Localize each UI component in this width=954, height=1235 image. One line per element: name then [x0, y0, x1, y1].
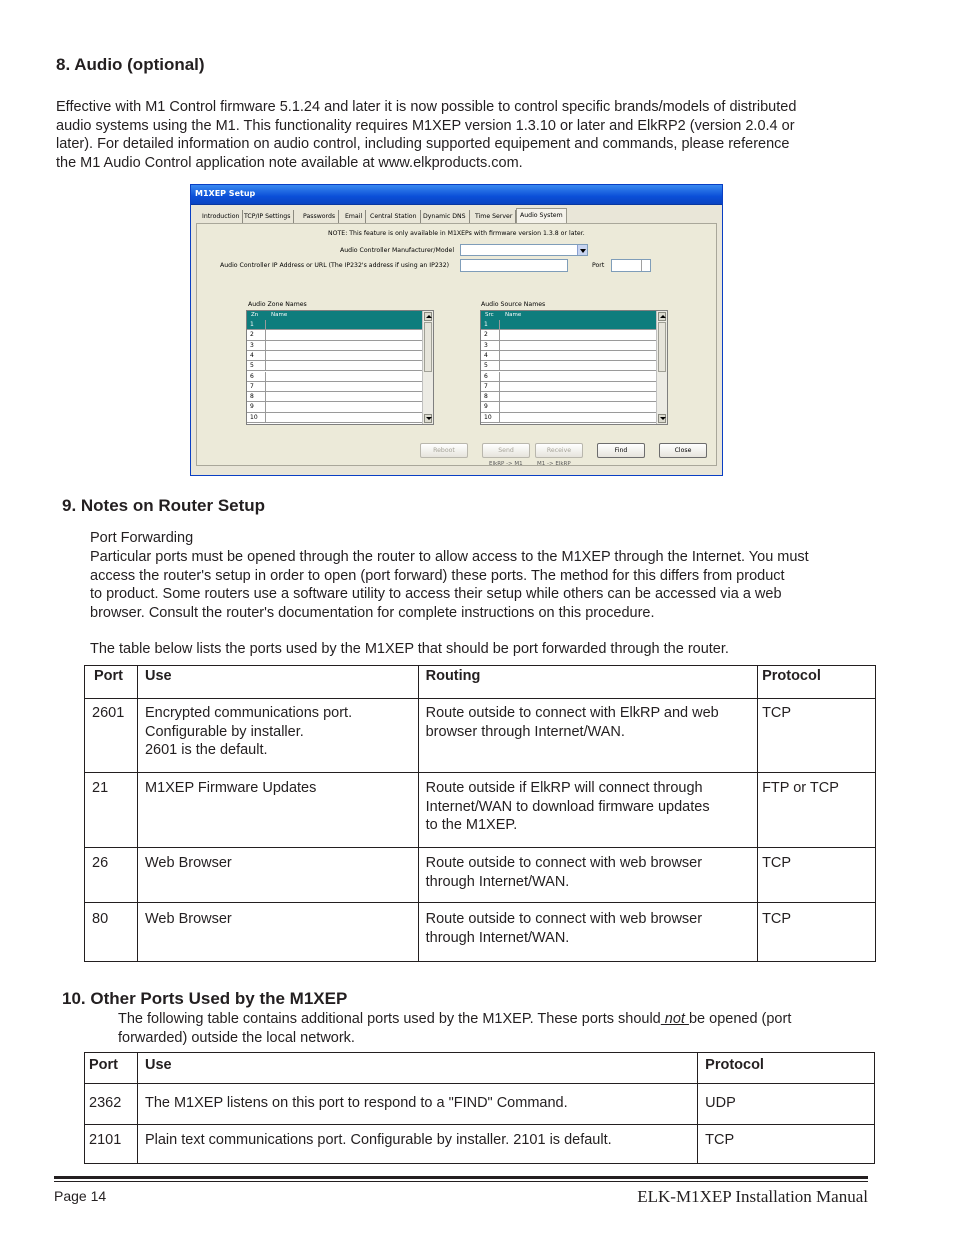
grid-row[interactable]: 9	[481, 402, 656, 412]
header-use: Use	[144, 668, 172, 684]
tab-time-server[interactable]: Time Server	[472, 210, 516, 224]
paragraph-line: later). For detailed information on audio control, including supported equipement and commands, please reference	[56, 136, 790, 153]
paragraph-line: Effective with M1 Control firmware 5.1.24 and later it is now possible to control specific brands/models of distributed	[56, 99, 797, 115]
tab-dynamic-dns[interactable]: Dynamic DNS	[420, 210, 470, 224]
ip-address-input[interactable]	[460, 259, 568, 272]
table-intro: The table below lists the ports used by the M1XEP that should be port forwarded through the router.	[90, 641, 729, 657]
grid-row[interactable]: 4	[247, 351, 422, 361]
section-10-paragraph: The following table contains additional ports used by the M1XEP. These ports should not be opened (port forwarded) outside the local network.	[118, 1011, 792, 1046]
port-forwarding-table	[84, 665, 876, 962]
close-button[interactable]: Close	[659, 443, 707, 458]
grid-col-name: Name	[271, 312, 288, 318]
paragraph-line: browser. Consult the router's documentation for complete instructions on this procedure.	[90, 604, 655, 621]
paragraph-line: the M1 Audio Control application note available at www.elkproducts.com.	[56, 154, 523, 171]
reboot-button[interactable]: Reboot	[420, 443, 468, 458]
receive-direction-label: M1 -> ElkRP	[537, 461, 571, 467]
manufacturer-label: Audio Controller Manufacturer/Model	[340, 247, 455, 254]
paragraph-line: to product. Some routers use a software utility to access their setup while others can be accessed via a web	[90, 586, 782, 603]
section-8-paragraph	[56, 98, 796, 172]
audio-system-panel	[196, 223, 717, 466]
section-10-heading: 10. Other Ports Used by the M1XEP	[62, 989, 348, 1008]
audio-zone-grid[interactable]	[246, 310, 434, 425]
header-protocol: Protocol	[705, 1057, 764, 1073]
paragraph-line: Particular ports must be opened through the router to allow access to the M1XEP through the Internet. You must	[90, 549, 809, 565]
grid-row[interactable]: 8	[481, 392, 656, 402]
grid-row[interactable]: 10	[247, 413, 422, 423]
grid-row[interactable]: 4	[481, 351, 656, 361]
grid-row[interactable]: 7	[481, 382, 656, 392]
scroll-thumb[interactable]	[424, 322, 432, 372]
paragraph-line: access the router's setup in order to open (port forward) these ports. The method for this differs from product	[90, 567, 785, 584]
grid-row[interactable]: 1	[247, 320, 422, 330]
header-routing: Routing	[425, 668, 481, 684]
header-use: Use	[144, 1057, 172, 1073]
m1xep-setup-dialog-screenshot	[190, 184, 723, 476]
firmware-note: NOTE: This feature is only available in M1XEPs with firmware version 1.3.8 or later.	[328, 230, 585, 237]
table-row: 2601 Encrypted communications port. Configurable by installer. 2601 is the default. Route outside to connect with ElkRP and web browser through Internet/WAN. TCP	[85, 699, 876, 773]
grid-row[interactable]: 6	[481, 372, 656, 382]
section-9-paragraph	[90, 548, 809, 622]
grid-row[interactable]: 6	[247, 372, 422, 382]
receive-button[interactable]: Receive	[535, 443, 583, 458]
table-header-row	[85, 666, 876, 699]
tab-email[interactable]: Email	[342, 210, 366, 224]
paragraph-line: audio systems using the M1. This functionality requires M1XEP version 1.3.10 or later and ElkRP2 (version 2.0.4 or	[56, 117, 795, 134]
header-port: Port	[94, 668, 123, 684]
tab-introduction[interactable]: Introduction	[199, 210, 243, 224]
source-grid-label: Audio Source Names	[481, 301, 546, 308]
table-row: 2101 Plain text communications port. Configurable by installer. 2101 is default. TCP	[85, 1125, 875, 1164]
dialog-titlebar	[191, 185, 722, 205]
tab-tcpip-settings[interactable]: TCP/IP Settings	[241, 210, 294, 224]
header-port: Port	[89, 1057, 118, 1073]
page-number: Page 14	[54, 1188, 107, 1204]
footer-rule	[54, 1181, 868, 1182]
scroll-up-icon[interactable]	[658, 312, 666, 321]
scroll-down-icon[interactable]	[658, 414, 666, 423]
grid-row[interactable]: 5	[247, 361, 422, 371]
grid-row[interactable]: 8	[247, 392, 422, 402]
grid-row[interactable]: 3	[247, 341, 422, 351]
grid-col-name: Name	[505, 312, 522, 318]
scroll-down-icon[interactable]	[424, 414, 432, 423]
find-button[interactable]: Find	[597, 443, 645, 458]
table-header-row	[85, 1053, 875, 1084]
port-spinner[interactable]	[611, 259, 651, 272]
grid-row[interactable]: 3	[481, 341, 656, 351]
table-row: 21 M1XEP Firmware Updates Route outside if ElkRP will connect through Internet/WAN to download firmware updates to the M1XEP. FTP or TCP	[85, 773, 876, 848]
emphasis-not: not	[660, 1011, 689, 1027]
spinner-arrows-icon[interactable]	[641, 260, 650, 271]
grid-row[interactable]: 10	[481, 413, 656, 423]
ip-address-label: Audio Controller IP Address or URL (The IP232's address if using an IP232)	[220, 262, 450, 269]
send-direction-label: ElkRP -> M1	[489, 461, 523, 467]
grid-row[interactable]: 7	[247, 382, 422, 392]
tab-passwords[interactable]: Passwords	[300, 210, 339, 224]
chevron-down-icon[interactable]	[577, 245, 587, 255]
grid-row[interactable]: 2	[481, 330, 656, 340]
table-row: 80 Web Browser Route outside to connect with web browser through Internet/WAN. TCP	[85, 903, 876, 962]
manufacturer-dropdown[interactable]	[460, 244, 588, 256]
table-row: 26 Web Browser Route outside to connect with web browser through Internet/WAN. TCP	[85, 848, 876, 903]
grid-row[interactable]: 2	[247, 330, 422, 340]
send-button[interactable]: Send	[482, 443, 530, 458]
manual-title: ELK-M1XEP Installation Manual	[637, 1187, 868, 1206]
grid-scrollbar[interactable]	[656, 311, 667, 424]
section-8-heading: 8. Audio (optional)	[56, 55, 205, 74]
grid-col-source: Src	[485, 312, 494, 318]
grid-row[interactable]: 9	[247, 402, 422, 412]
dialog-title: M1XEP Setup	[195, 189, 256, 198]
grid-col-zone: Zn	[251, 312, 259, 318]
port-forwarding-subheading: Port Forwarding	[90, 530, 194, 546]
tab-audio-system[interactable]: Audio System	[516, 208, 567, 224]
local-ports-table	[84, 1052, 875, 1164]
grid-row[interactable]: 5	[481, 361, 656, 371]
audio-source-grid[interactable]	[480, 310, 668, 425]
grid-scrollbar[interactable]	[422, 311, 433, 424]
scroll-up-icon[interactable]	[424, 312, 432, 321]
grid-header	[481, 311, 656, 320]
scroll-thumb[interactable]	[658, 322, 666, 372]
zone-grid-label: Audio Zone Names	[248, 301, 307, 308]
grid-header	[247, 311, 422, 320]
port-label: Port	[592, 262, 605, 269]
table-row: 2362 The M1XEP listens on this port to respond to a "FIND" Command. UDP	[85, 1084, 875, 1125]
grid-row[interactable]: 1	[481, 320, 656, 330]
tab-central-station[interactable]: Central Station	[367, 210, 421, 224]
footer-rule	[54, 1176, 868, 1179]
header-protocol: Protocol	[762, 668, 821, 684]
section-9-heading: 9. Notes on Router Setup	[62, 496, 266, 515]
